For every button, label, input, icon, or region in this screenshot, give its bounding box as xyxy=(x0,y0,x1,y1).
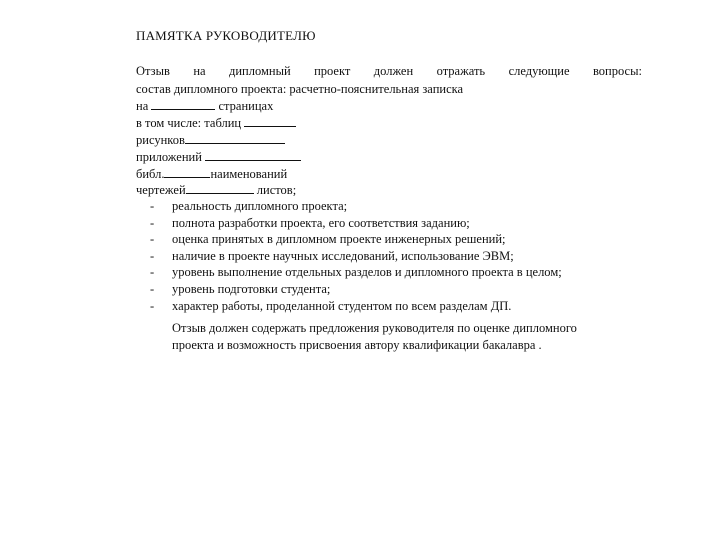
intro-word: Отзыв xyxy=(136,64,170,78)
intro-line xyxy=(136,63,642,79)
pages-prefix: на xyxy=(136,99,149,113)
figures-blank xyxy=(185,132,285,144)
dash-marker: - xyxy=(150,232,155,247)
dash-marker: - xyxy=(150,199,155,213)
page-title: ПАМЯТКА РУКОВОДИТЕЛЮ xyxy=(136,28,316,43)
pages-suffix: страницах xyxy=(218,99,274,113)
bibliography-label: библ. xyxy=(136,167,165,181)
figures-line xyxy=(136,132,285,148)
intro-word: дипломный xyxy=(228,64,291,78)
dash-marker: - xyxy=(150,215,155,230)
tables-label: в том числе: таблиц xyxy=(136,116,242,130)
bibliography-suffix: наименований xyxy=(210,167,288,181)
dash-marker: - xyxy=(150,265,155,280)
dash-marker: - xyxy=(150,298,155,313)
appendices-blank xyxy=(205,149,301,161)
figures-label: рисунков xyxy=(136,133,185,147)
intro-word: проект xyxy=(314,64,351,78)
list-item-text: оценка принятых в дипломном проекте инженерных решений; xyxy=(172,232,506,247)
composition-line: состав дипломного проекта: расчетно-пояснительная записка xyxy=(136,82,464,96)
list-item-text: полнота разработки проекта, его соответствия заданию; xyxy=(172,215,470,230)
dash-marker: - xyxy=(150,248,155,263)
bibliography-line xyxy=(136,166,287,182)
list-item-text: реальность дипломного проекта; xyxy=(172,199,348,213)
list-item-text: уровень подготовки студента; xyxy=(172,281,331,296)
list-item-text: наличие в проекте научных исследований, использование ЭВМ; xyxy=(172,248,514,263)
drawings-suffix: листов; xyxy=(256,183,297,197)
drawings-label: чертежей xyxy=(136,183,186,197)
appendices-line xyxy=(136,149,301,165)
intro-word: вопросы: xyxy=(592,64,642,78)
dash-marker: - xyxy=(150,281,155,296)
intro-word: на xyxy=(193,64,206,78)
intro-word: отражать xyxy=(436,64,486,78)
tables-blank xyxy=(244,115,296,127)
list-item-text: характер работы, проделанной студентом по всем разделам ДП. xyxy=(172,298,512,313)
closing-line: проекта и возможность присвоения автору квалификации бакалавра . xyxy=(172,338,542,352)
appendices-label: приложений xyxy=(136,150,202,164)
intro-word: должен xyxy=(373,64,414,78)
drawings-line xyxy=(136,182,296,198)
closing-line: Отзыв должен содержать предложения руководителя по оценке дипломного xyxy=(172,321,577,335)
drawings-blank xyxy=(186,182,254,194)
list-item-text: уровень выполнение отдельных разделов и дипломного проекта в целом; xyxy=(172,265,562,280)
pages-line xyxy=(136,98,273,114)
pages-blank xyxy=(151,98,215,110)
bibliography-blank xyxy=(164,166,210,178)
intro-word: следующие xyxy=(508,64,570,78)
tables-line xyxy=(136,115,296,131)
